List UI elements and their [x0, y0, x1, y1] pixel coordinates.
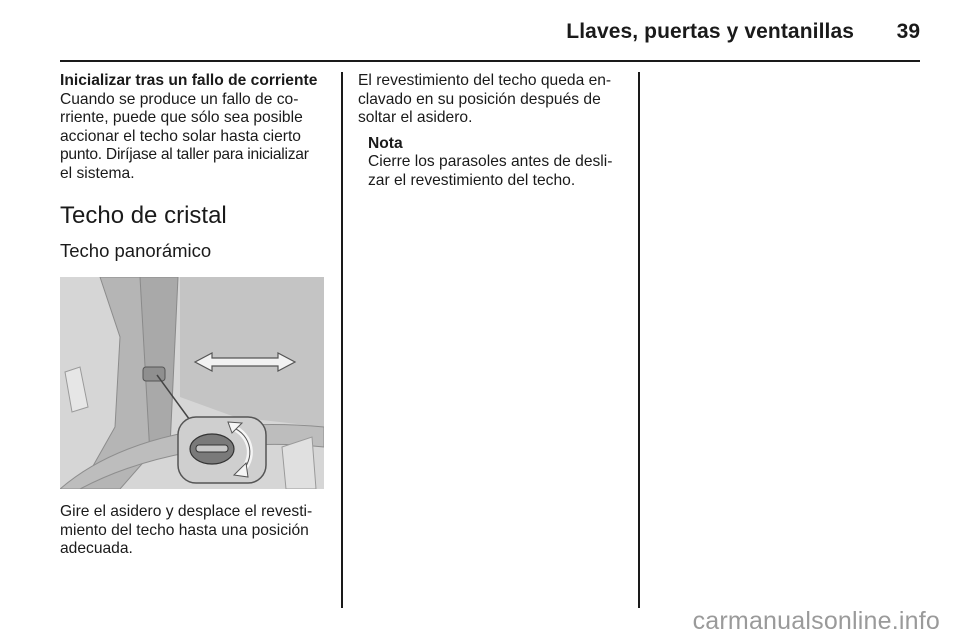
paragraph-trim-locked — [358, 72, 628, 128]
page-title: Llaves, puertas y ventanillas — [566, 20, 854, 43]
sunroof-handle-illustration — [60, 277, 324, 489]
text-line: punto. Diríjase al taller para inicializar — [60, 146, 309, 163]
figure-caption — [60, 503, 326, 559]
text-line: el sistema. — [60, 164, 135, 182]
page-header — [60, 14, 920, 50]
text-line: soltar el asidero. — [358, 109, 473, 126]
column-middle — [358, 72, 628, 190]
text-line: Cierre los parasoles antes de desli- — [368, 153, 613, 170]
paragraph-power-failure — [60, 91, 326, 184]
subheading-power-failure: Inicializar tras un fallo de corriente — [60, 72, 318, 89]
page-number: 39 — [896, 20, 920, 43]
section-heading: Techo de cristal — [60, 202, 227, 229]
header-divider — [60, 60, 920, 62]
subsection-heading: Techo panorámico — [60, 240, 212, 261]
text-line: zar el revestimiento del techo. — [368, 171, 576, 189]
text-line: adecuada. — [60, 540, 133, 557]
column-divider-2 — [638, 72, 640, 608]
illustration-svg — [60, 277, 324, 489]
column-divider-1 — [341, 72, 343, 608]
note-title: Nota — [368, 134, 403, 152]
text-line: clavado en su posición después de — [358, 90, 601, 108]
column-left — [60, 72, 326, 559]
note-box — [368, 135, 628, 191]
text-line: rriente, puede que sólo sea posible — [60, 109, 303, 126]
text-line: miento del techo hasta una posición — [60, 521, 309, 539]
text-line: El revestimiento del techo queda en- — [358, 72, 612, 89]
text-line: accionar el techo solar hasta cierto — [60, 127, 301, 145]
watermark: carmanualsonline.info — [692, 607, 940, 635]
text-line: Cuando se produce un fallo de co- — [60, 90, 299, 108]
text-line: Gire el asidero y desplace el revesti- — [60, 503, 313, 520]
